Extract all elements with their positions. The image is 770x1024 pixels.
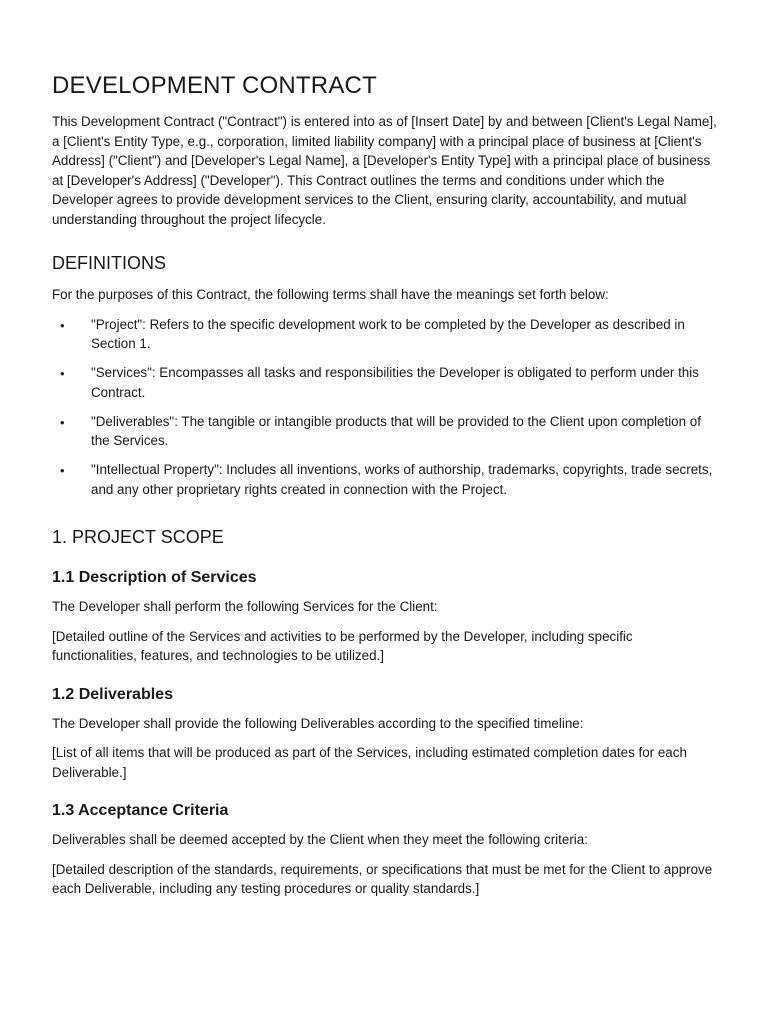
definitions-lead: For the purposes of this Contract, the following terms shall have the meanings set forth below: [52,287,609,302]
definition-text: "Project": Refers to the specific development work to be completed by the Developer as described in Section 1. [91,316,685,351]
subsection-heading-acceptance: 1.3 Acceptance Criteria [52,802,229,819]
services-text: The Developer shall perform the following Services for the Client: [52,599,438,614]
definition-text: "Intellectual Property": Includes all inventions, works of authorship, trademarks, copyrights, trade secrets, and any other proprietary rights created in connection with the Project. [91,462,713,497]
document-title: DEVELOPMENT CONTRACT [52,72,377,99]
bullet-icon: • [60,463,65,478]
bullet-icon: • [60,366,65,381]
section-heading-project-scope: 1. PROJECT SCOPE [52,527,224,547]
definitions-list [52,315,718,500]
definitions-heading: DEFINITIONS [52,253,167,273]
bullet-icon: • [60,414,65,430]
bullet-icon: • [60,317,65,333]
services-detail: [Detailed outline of the Services and activities to be performed by the Developer, including specific functionalities, features, and technologies to be utilized.] [52,628,633,663]
deliverables-text: The Developer shall provide the following Deliverables according to the specified timeline: [52,715,584,731]
acceptance-text: Deliverables shall be deemed accepted by the Client when they meet the following criteria: [52,832,588,847]
subsection-heading-services: 1.1 Description of Services [52,569,257,586]
subsection-heading-deliverables: 1.2 Deliverables [52,685,173,703]
list-item [52,412,718,451]
list-item [52,315,718,354]
list-item [52,460,718,499]
acceptance-detail: [Detailed description of the standards, requirements, or specifications that must be met for the Client to approve each Deliverable, including any testing procedures or quality standards.] [52,861,713,896]
definition-text: "Deliverables": The tangible or intangible products that will be provided to the Client upon completion of the Services. [91,413,701,448]
definition-text: "Services": Encompasses all tasks and responsibilities the Developer is obligated to perform under this Contract. [91,365,699,400]
list-item [52,363,718,402]
intro-paragraph: This Development Contract ("Contract") is entered into as of [Insert Date] by and between [Client's Legal Name], a [Client's Entity Type, e.g., corporation, limited liability company] with a principal place of business at [Client's Address] ("Client") and [Developer's Legal Name], a [Developer's Entity Type] with a principal place of business at [Developer's Address] ("Developer"). This Contract outlines the terms and conditions under which the Developer agrees to provide development services to the Client, ensuring clarity, accountability, and mutual understanding throughout the project lifecycle. [52,114,717,227]
deliverables-detail: [List of all items that will be produced as part of the Services, including estimated completion dates for each Deliverable.] [52,745,687,780]
